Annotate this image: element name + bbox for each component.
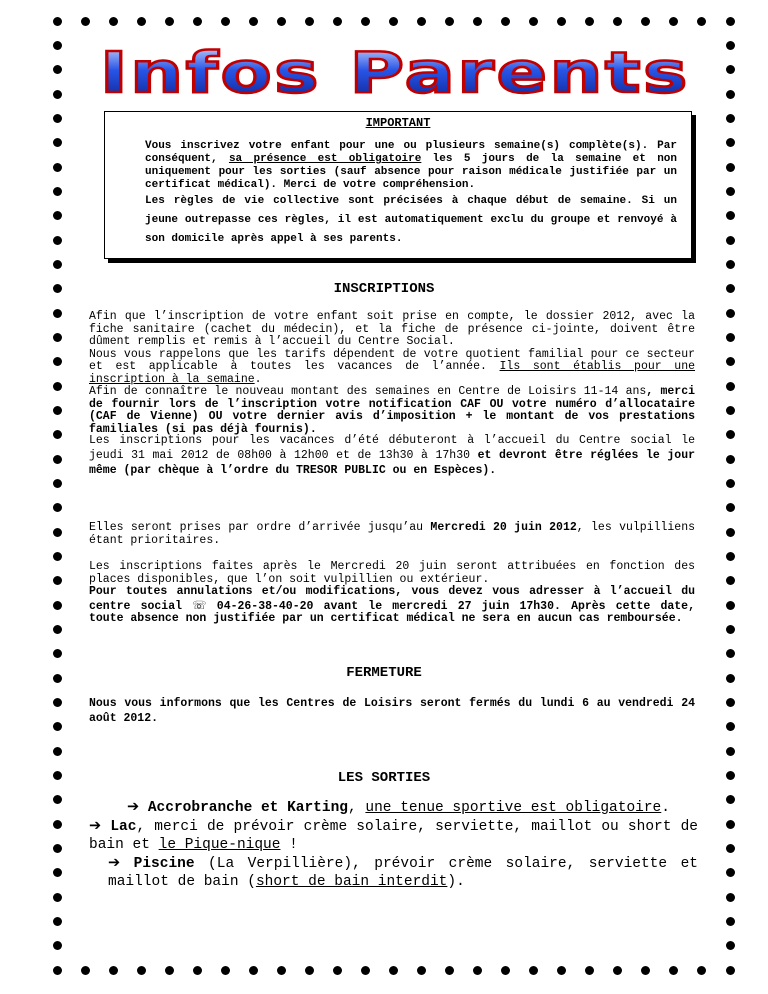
border-dot xyxy=(726,333,735,342)
border-dot xyxy=(193,17,202,26)
page-title-text: Infos Parents xyxy=(100,42,690,104)
border-dot xyxy=(53,382,62,391)
border-dot xyxy=(53,187,62,196)
border-dot xyxy=(585,17,594,26)
border-dot xyxy=(417,17,426,26)
border-dot xyxy=(529,966,538,975)
border-dot xyxy=(53,309,62,318)
important-paragraph-2: Les règles de vie collective sont précisées à chaque début de semaine. Si un jeune outrepasse ces règles, il est automatiquement exclu du groupe et renvoyé à son domicile après appel à ses parents. xyxy=(145,195,677,245)
border-dot xyxy=(109,17,118,26)
inscriptions-paragraph-2: Nous vous rappelons que les tarifs dépendent de votre quotient familial pour ce secteur et est applicable à toutes les vacances de l’année. Ils sont établis pour une inscription à la semaine. xyxy=(89,347,696,386)
border-dot xyxy=(417,966,426,975)
border-dot xyxy=(726,844,735,853)
border-dot xyxy=(726,406,735,415)
border-dot xyxy=(221,17,230,26)
border-dot xyxy=(445,966,454,975)
border-dot xyxy=(53,236,62,245)
border-dot xyxy=(473,966,482,975)
border-dot xyxy=(697,966,706,975)
border-dot xyxy=(53,747,62,756)
border-dot xyxy=(726,649,735,658)
border-dot xyxy=(53,17,62,26)
fermeture-text: Nous vous informons que les Centres de Loisirs seront fermés du lundi 6 au vendredi 24 août 2012. xyxy=(89,697,695,725)
border-dot xyxy=(726,236,735,245)
border-dot xyxy=(53,503,62,512)
border-dot xyxy=(333,966,342,975)
border-dot xyxy=(726,552,735,561)
border-dot xyxy=(613,17,622,26)
border-dot xyxy=(277,17,286,26)
border-dot xyxy=(641,17,650,26)
inscriptions-order-block xyxy=(89,522,695,547)
border-dot xyxy=(726,893,735,902)
border-dot xyxy=(53,260,62,269)
fermeture-block xyxy=(89,696,695,726)
inscriptions-paragraph-4: Les inscriptions pour les vacances d’été débuteront à l’accueil du Centre social le jeudi 31 mai 2012 de 08h00 à 12h00 et de 13h30 à 17h30 et devront être réglées le jour même (par chèque à l’ordre du TRESOR PUBLIC ou en Espèces). xyxy=(89,434,696,477)
border-dot xyxy=(726,65,735,74)
border-dot xyxy=(445,17,454,26)
border-dot xyxy=(53,479,62,488)
border-dot xyxy=(726,698,735,707)
border-dot xyxy=(585,966,594,975)
inscriptions-paragraph-7: Pour toutes annulations et/ou modifications, vous devez vous adresser à l’accueil du centre social ☏ 04-26-38-40-20 avant le mercredi 27 juin 17h30. Après cette date, toute absence non justifiée par un certificat médical ne sera en aucun cas remboursée. xyxy=(89,585,695,625)
border-dot xyxy=(726,211,735,220)
border-dot xyxy=(726,528,735,537)
border-dot xyxy=(726,795,735,804)
border-dot xyxy=(81,17,90,26)
border-dot xyxy=(529,17,538,26)
arrow-right-icon: ➔ xyxy=(108,855,121,871)
border-dot xyxy=(726,309,735,318)
sorties-item-lac: ➔ Lac, merci de prévoir crème solaire, serviette, maillot ou short de bain et le Pique-nique ! xyxy=(89,818,699,853)
inscriptions-dates-block xyxy=(89,433,695,478)
border-dot xyxy=(53,649,62,658)
border-dot xyxy=(53,528,62,537)
border-dot xyxy=(726,41,735,50)
border-dot xyxy=(726,722,735,731)
border-dot xyxy=(53,333,62,342)
border-dot xyxy=(109,966,118,975)
phone-icon: ☏ xyxy=(192,597,207,612)
border-dot xyxy=(53,576,62,585)
inscriptions-paragraph-1: Afin que l’inscription de votre enfant soit prise en compte, le dossier 2012, avec la fiche sanitaire (cachet du médecin), et la fiche de présence ci-jointe, doivent être dûment remplis et remis à l’accueil du Centre Social. xyxy=(89,310,695,348)
border-dot xyxy=(726,357,735,366)
border-dot xyxy=(305,966,314,975)
border-dot xyxy=(53,163,62,172)
page-title xyxy=(95,42,695,104)
border-dot xyxy=(53,820,62,829)
border-dot xyxy=(53,698,62,707)
border-dot xyxy=(221,966,230,975)
border-dot xyxy=(726,868,735,877)
border-dot xyxy=(137,966,146,975)
border-dot xyxy=(669,966,678,975)
border-dot xyxy=(53,844,62,853)
border-dot xyxy=(249,17,258,26)
border-dot xyxy=(726,917,735,926)
border-dot xyxy=(361,966,370,975)
border-dot xyxy=(137,17,146,26)
border-dot xyxy=(53,625,62,634)
border-dot xyxy=(726,479,735,488)
inscriptions-heading: INSCRIPTIONS xyxy=(333,281,435,297)
border-dot xyxy=(726,90,735,99)
sorties-heading: LES SORTIES xyxy=(337,770,431,786)
border-dot xyxy=(333,17,342,26)
border-dot xyxy=(53,868,62,877)
sorties-block xyxy=(89,798,699,891)
border-dot xyxy=(726,820,735,829)
border-dot xyxy=(726,576,735,585)
sorties-item-piscine: ➔ Piscine (La Verpillière), prévoir crème solaire, serviette et maillot de bain (short de bain interdit). xyxy=(108,855,698,890)
border-dot xyxy=(389,966,398,975)
border-dot xyxy=(669,17,678,26)
border-dot xyxy=(53,795,62,804)
border-dot xyxy=(641,966,650,975)
border-dot xyxy=(53,966,62,975)
border-dot xyxy=(726,455,735,464)
border-dot xyxy=(726,17,735,26)
fermeture-heading: FERMETURE xyxy=(346,665,422,681)
border-dot xyxy=(277,966,286,975)
border-dot xyxy=(726,138,735,147)
arrow-right-icon: ➔ xyxy=(127,799,140,815)
border-dot xyxy=(53,601,62,610)
inscriptions-paragraph-5: Elles seront prises par ordre d’arrivée jusqu’au Mercredi 20 juin 2012, les vulpilliens étant prioritaires. xyxy=(89,521,695,547)
border-dot xyxy=(53,41,62,50)
border-dot xyxy=(305,17,314,26)
border-dot xyxy=(726,625,735,634)
border-dot xyxy=(165,966,174,975)
border-dot xyxy=(557,966,566,975)
border-dot xyxy=(501,966,510,975)
inscriptions-block xyxy=(89,311,695,436)
border-dot xyxy=(53,941,62,950)
border-dot xyxy=(726,601,735,610)
border-dot xyxy=(53,552,62,561)
border-dot xyxy=(473,17,482,26)
border-dot xyxy=(726,260,735,269)
border-dot xyxy=(53,455,62,464)
border-dot xyxy=(165,17,174,26)
border-dot xyxy=(726,187,735,196)
border-dot xyxy=(53,211,62,220)
border-dot xyxy=(193,966,202,975)
border-dot xyxy=(726,430,735,439)
important-box xyxy=(104,111,692,259)
important-paragraph-1: Vous inscrivez votre enfant pour une ou plusieurs semaine(s) complète(s). Par conséquent, sa présence est obligatoire les 5 jours de la semaine et non uniquement pour les sorties (sauf absence pour raison médicale justifiée par un certificat médical). Merci de votre compréhension. xyxy=(145,140,677,191)
border-dot xyxy=(726,503,735,512)
important-heading: IMPORTANT xyxy=(365,116,431,130)
border-dot xyxy=(726,941,735,950)
border-dot xyxy=(726,114,735,123)
border-dot xyxy=(53,430,62,439)
border-dot xyxy=(249,966,258,975)
border-dot xyxy=(726,382,735,391)
border-dot xyxy=(697,17,706,26)
border-dot xyxy=(613,966,622,975)
border-dot xyxy=(53,357,62,366)
border-dot xyxy=(361,17,370,26)
border-dot xyxy=(389,17,398,26)
inscriptions-paragraph-6: Les inscriptions faites après le Mercredi 20 juin seront attribuées en fonction des places disponibles, que l’on soit vulpillien ou extérieur. xyxy=(89,560,695,586)
border-dot xyxy=(53,917,62,926)
border-dot xyxy=(501,17,510,26)
border-dot xyxy=(81,966,90,975)
border-dot xyxy=(53,893,62,902)
border-dot xyxy=(53,65,62,74)
inscriptions-paragraph-3: Afin de connaître le nouveau montant des semaines en Centre de Loisirs 11-14 ans, merci de fournir lors de l’inscription votre notification CAF OU votre numéro d’allocataire (CAF de Vienne) OU votre dernier avis d’imposition + le montant de vos prestations familiales (si pas déjà fournis). xyxy=(89,385,696,436)
border-dot xyxy=(726,747,735,756)
arrow-right-icon: ➔ xyxy=(89,818,102,834)
border-dot xyxy=(53,114,62,123)
sorties-item-accrobranche: ➔ Accrobranche et Karting, une tenue sportive est obligatoire. xyxy=(127,799,670,816)
border-dot xyxy=(53,90,62,99)
border-dot xyxy=(557,17,566,26)
border-dot xyxy=(726,966,735,975)
inscriptions-cancel-block xyxy=(89,561,695,626)
border-dot xyxy=(726,163,735,172)
border-dot xyxy=(53,722,62,731)
border-dot xyxy=(53,406,62,415)
border-dot xyxy=(53,138,62,147)
